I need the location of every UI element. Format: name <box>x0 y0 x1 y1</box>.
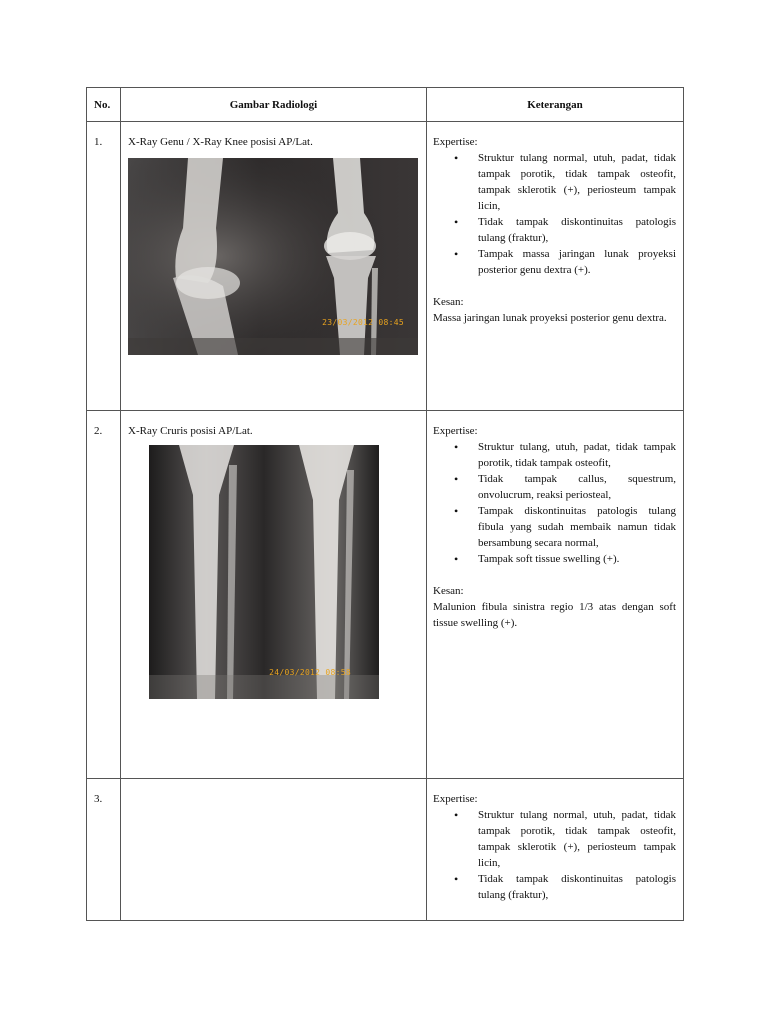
notes-cell <box>427 122 684 411</box>
image-cell <box>121 122 427 411</box>
list-item: • Tampak massa jaringan lunak proyeksi posterior genu dextra (+). <box>478 246 676 278</box>
kesan-label: Kesan: <box>433 296 464 308</box>
row-number: 2. <box>87 411 121 779</box>
findings-list <box>433 439 676 567</box>
list-item: • Struktur tulang normal, utuh, padat, tidak tampak porotik, tidak tampak osteofit, tampak sklerotik (+), periosteum tampak licin, <box>478 807 676 871</box>
header-no: No. <box>87 88 121 122</box>
expertise-label: Expertise: <box>433 793 478 805</box>
row-number: 3. <box>87 779 121 921</box>
radiology-table <box>86 87 684 921</box>
list-item: • Tampak soft tissue swelling (+). <box>478 551 676 567</box>
image-cell <box>121 411 427 779</box>
list-item: • Tampak diskontinuitas patologis tulang fibula yang sudah membaik namun tidak bersambung secara normal, <box>478 503 676 551</box>
table-row <box>87 122 684 411</box>
cruris-xray-image <box>149 445 379 699</box>
notes-cell <box>427 779 684 921</box>
image-timestamp: 23/03/2012 08:45 <box>322 318 404 327</box>
kesan-text: Malunion fibula sinistra regio 1/3 atas dengan soft tissue swelling (+). <box>433 601 676 629</box>
knee-xray-image <box>128 158 418 355</box>
findings-list <box>433 150 676 278</box>
kesan-text: Massa jaringan lunak proyeksi posterior genu dextra. <box>433 312 667 324</box>
table-row <box>87 779 684 921</box>
expertise-label: Expertise: <box>433 136 478 148</box>
list-item: • Struktur tulang normal, utuh, padat, tidak tampak porotik, tidak tampak osteofit, tampak sklerotik (+), periosteum tampak licin, <box>478 150 676 214</box>
list-item: • Tidak tampak diskontinuitas patologis tulang (fraktur), <box>478 871 676 903</box>
image-caption: X-Ray Genu / X-Ray Knee posisi AP/Lat. <box>128 136 313 148</box>
image-timestamp: 24/03/2012 08:58 <box>269 668 351 677</box>
list-item: • Struktur tulang, utuh, padat, tidak tampak porotik, tidak tampak osteofit, <box>478 439 676 471</box>
row-number: 1. <box>87 122 121 411</box>
notes-cell <box>427 411 684 779</box>
list-item: • Tidak tampak diskontinuitas patologis tulang (fraktur), <box>478 214 676 246</box>
image-caption: X-Ray Cruris posisi AP/Lat. <box>128 425 253 437</box>
kesan-label: Kesan: <box>433 585 464 597</box>
image-cell <box>121 779 427 921</box>
cruris-xray-graphic <box>149 445 379 699</box>
header-image: Gambar Radiologi <box>121 88 427 122</box>
table-header-row <box>87 88 684 122</box>
expertise-label: Expertise: <box>433 425 478 437</box>
list-item: • Tidak tampak callus, squestrum, onvolucrum, reaksi periosteal, <box>478 471 676 503</box>
table-row <box>87 411 684 779</box>
findings-list <box>433 807 676 903</box>
header-notes: Keterangan <box>427 88 684 122</box>
